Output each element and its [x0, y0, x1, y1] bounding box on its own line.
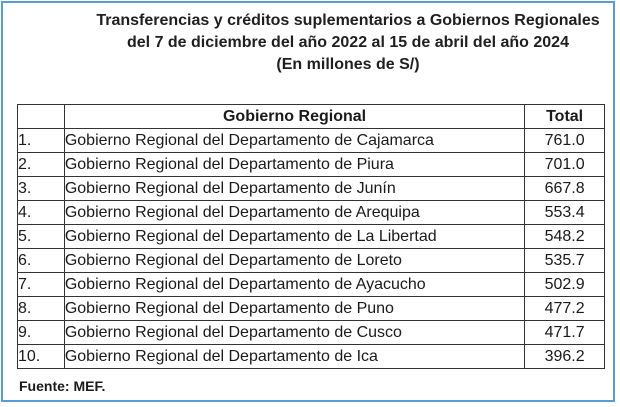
row-number: 9. [18, 321, 65, 345]
table-row [18, 201, 605, 225]
table-row [18, 177, 605, 201]
row-total: 477.2 [525, 297, 605, 321]
row-region: Gobierno Regional del Departamento de Arequipa [64, 201, 524, 225]
table-row [18, 225, 605, 249]
title-line-1: Transferencias y créditos suplementarios a Gobiernos Regionales [96, 12, 600, 29]
table-row [18, 345, 605, 369]
row-number: 3. [18, 177, 65, 201]
row-total: 502.9 [525, 273, 605, 297]
title-line-3: (En millones de S/) [276, 56, 420, 73]
row-total: 553.4 [525, 201, 605, 225]
row-total: 548.2 [525, 225, 605, 249]
regional-transfers-table [17, 104, 605, 369]
row-region: Gobierno Regional del Departamento de Loreto [64, 249, 524, 273]
row-region: Gobierno Regional del Departamento de Cajamarca [64, 129, 524, 153]
table-body [18, 129, 605, 369]
header-total: Total [525, 105, 605, 129]
row-region: Gobierno Regional del Departamento de Piura [64, 153, 524, 177]
row-total: 667.8 [525, 177, 605, 201]
row-number: 8. [18, 297, 65, 321]
row-region: Gobierno Regional del Departamento de Ica [64, 345, 524, 369]
row-region: Gobierno Regional del Departamento de Puno [64, 297, 524, 321]
row-number: 5. [18, 225, 65, 249]
row-total: 761.0 [525, 129, 605, 153]
header-number [18, 105, 65, 129]
table-row [18, 273, 605, 297]
row-total: 701.0 [525, 153, 605, 177]
row-region: Gobierno Regional del Departamento de Ayacucho [64, 273, 524, 297]
title-line-2: del 7 de diciembre del año 2022 al 15 de abril del año 2024 [127, 34, 569, 51]
table-row [18, 129, 605, 153]
row-number: 6. [18, 249, 65, 273]
row-number: 7. [18, 273, 65, 297]
row-region: Gobierno Regional del Departamento de La Libertad [64, 225, 524, 249]
row-number: 10. [18, 345, 65, 369]
row-total: 535.7 [525, 249, 605, 273]
row-number: 2. [18, 153, 65, 177]
row-total: 471.7 [525, 321, 605, 345]
header-region: Gobierno Regional [64, 105, 524, 129]
row-number: 1. [18, 129, 65, 153]
table-row [18, 297, 605, 321]
row-total: 396.2 [525, 345, 605, 369]
document-title [3, 10, 613, 76]
source-note: Fuente: MEF. [19, 378, 106, 394]
row-region: Gobierno Regional del Departamento de Cusco [64, 321, 524, 345]
row-region: Gobierno Regional del Departamento de Junín [64, 177, 524, 201]
table-row [18, 153, 605, 177]
document-frame [1, 1, 615, 402]
table-header-row [18, 105, 605, 129]
row-number: 4. [18, 201, 65, 225]
table-row [18, 249, 605, 273]
table-row [18, 321, 605, 345]
